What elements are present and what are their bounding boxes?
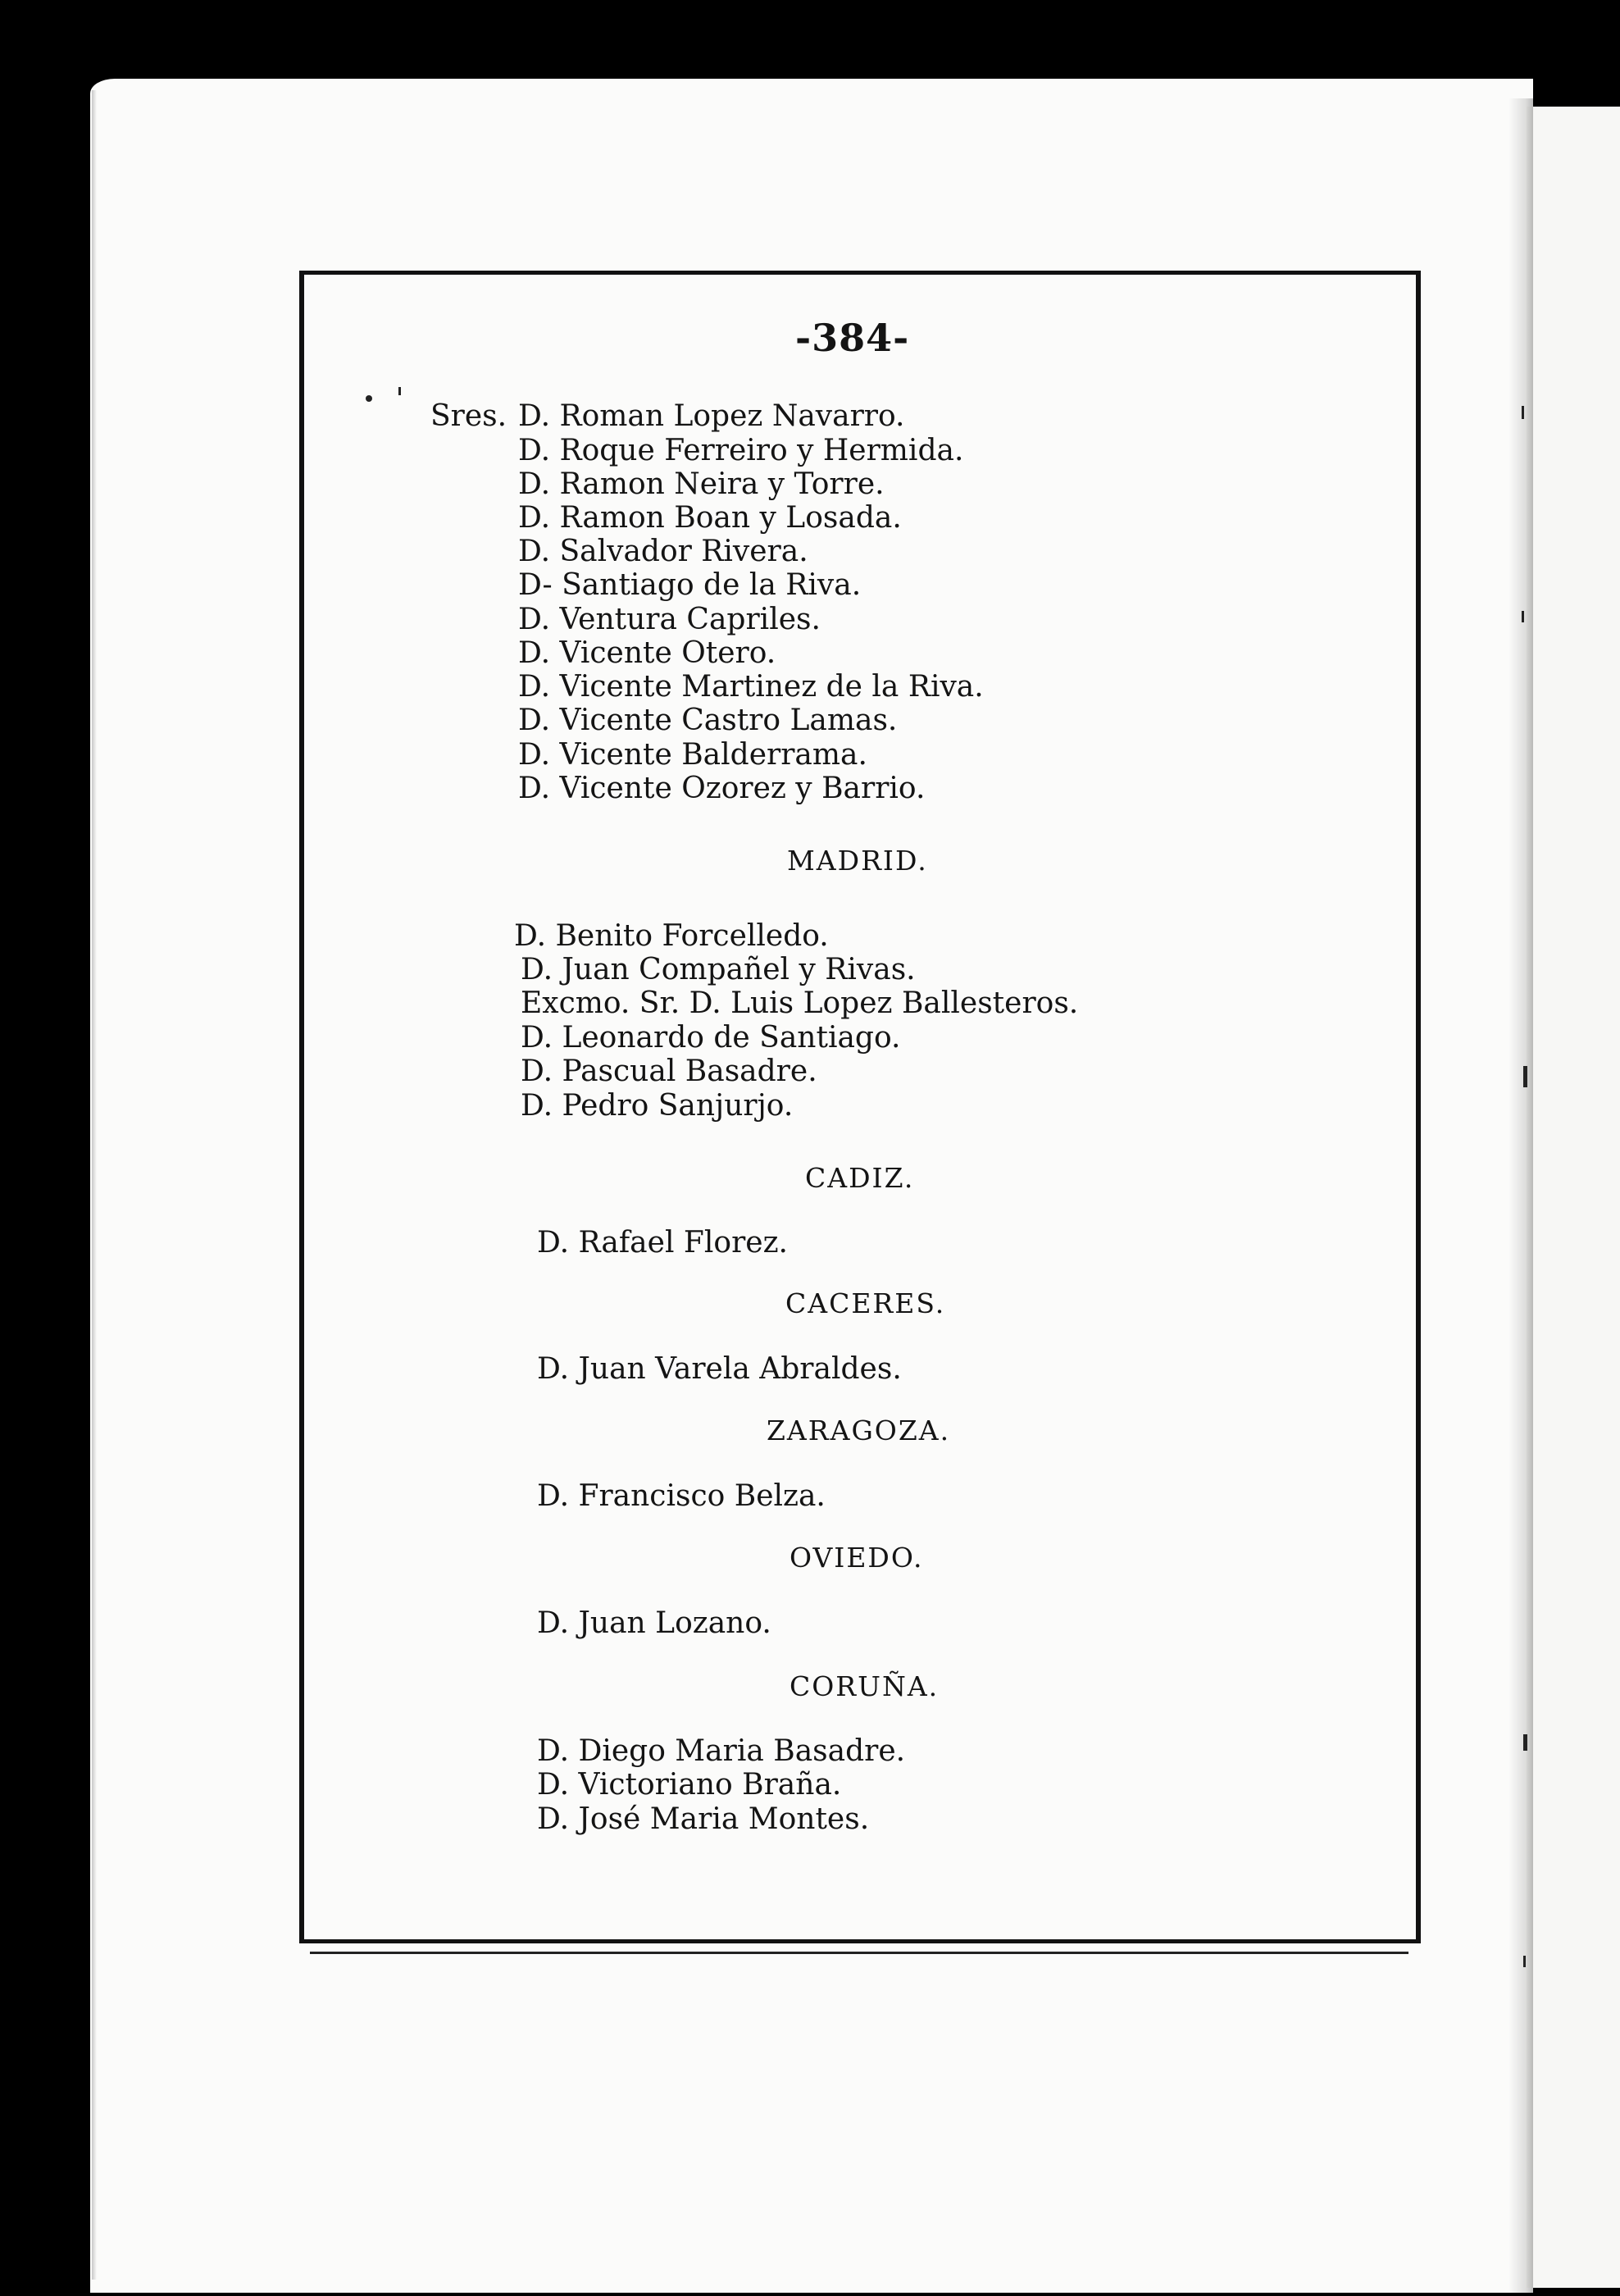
section-heading-madrid: MADRID. xyxy=(787,845,928,877)
list-item: Excmo. Sr. D. Luis Lopez Ballesteros. xyxy=(521,986,1079,1020)
list-item: D. Vicente Martinez de la Riva. xyxy=(518,670,984,704)
list-item: D. Victoriano Braña. xyxy=(537,1768,842,1802)
ink-dot xyxy=(366,395,372,402)
list-item: D. Vicente Ozorez y Barrio. xyxy=(518,772,926,805)
margin-speck xyxy=(1523,1066,1527,1087)
page-number: -384- xyxy=(795,316,910,360)
section-heading-coruna: CORUÑA. xyxy=(790,1670,940,1702)
margin-speck xyxy=(1523,1956,1526,1967)
list-item: D. Juan Lozano. xyxy=(537,1606,771,1640)
list-item: D. Francisco Belza. xyxy=(537,1479,826,1513)
list-item: D. Juan Compañel y Rivas. xyxy=(521,953,916,986)
section-heading-cadiz: CADIZ. xyxy=(805,1162,915,1194)
list-item: D. Juan Varela Abraldes. xyxy=(537,1352,902,1386)
list-item: D. Vicente Otero. xyxy=(518,636,776,670)
list-item: D. Ventura Capriles. xyxy=(518,603,821,636)
margin-speck xyxy=(1522,611,1524,622)
list-item: D- Santiago de la Riva. xyxy=(518,568,862,602)
list-item: D. Rafael Florez. xyxy=(537,1226,788,1260)
list-item: D. Ramon Boan y Losada. xyxy=(518,501,902,535)
list-item: D. Leonardo de Santiago. xyxy=(521,1021,901,1055)
list-item: D. Diego Maria Basadre. xyxy=(537,1734,906,1768)
section-heading-zaragoza: ZARAGOZA. xyxy=(767,1414,951,1446)
list-item: D. Pedro Sanjurjo. xyxy=(521,1089,794,1123)
list-item: D. Pascual Basadre. xyxy=(521,1055,817,1088)
list-item: D. Benito Forcelledo. xyxy=(514,919,829,953)
list-item: D. Ramon Neira y Torre. xyxy=(518,467,885,501)
margin-speck xyxy=(1523,1734,1527,1751)
salutation: Sres. xyxy=(430,399,507,433)
ink-tick xyxy=(398,387,401,395)
list-item: D. Vicente Castro Lamas. xyxy=(518,704,898,737)
section-heading-oviedo: OVIEDO. xyxy=(790,1542,924,1574)
list-item: D. Roque Ferreiro y Hermida. xyxy=(518,434,964,467)
list-item: D. José Maria Montes. xyxy=(537,1802,870,1836)
margin-speck xyxy=(1522,406,1524,419)
list-item: D. Salvador Rivera. xyxy=(518,535,808,568)
list-item: D. Vicente Balderrama. xyxy=(518,738,867,772)
list-item: D. Roman Lopez Navarro. xyxy=(518,399,905,433)
section-heading-caceres: CACERES. xyxy=(785,1287,946,1319)
